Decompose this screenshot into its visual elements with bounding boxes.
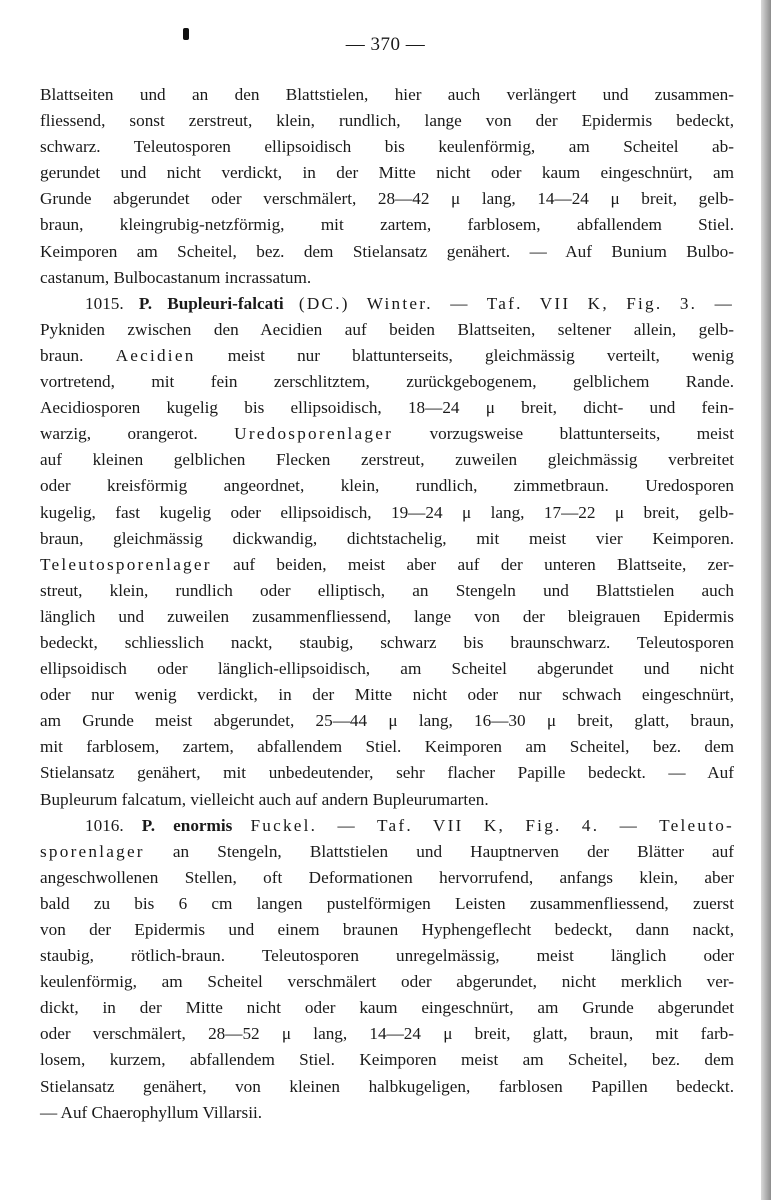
text-line: am Grunde meist abgerundet, 25—44 μ lang, 16—30 μ breit, glatt, braun, (40, 711, 734, 731)
text-line (40, 343, 734, 369)
text-line: braun, gleichmässig dickwandig, dichtstachelig, mit meist vier Keimporen. (40, 528, 734, 548)
entry-heading-1015 (40, 291, 734, 317)
page-body (40, 82, 734, 1126)
text-line: staubig, rötlich-braun. Teleutosporen unregelmässig, meist länglich oder (40, 946, 734, 966)
spaced-term: Aecidien (115, 345, 196, 365)
text-line: fliessend, sonst zerstreut, klein, rundlich, lange von der Epidermis bedeckt, (40, 111, 734, 131)
text-line: Stielansatz genähert, von kleinen halbkugeligen, farblosen Papillen bedeckt. (40, 1076, 734, 1096)
text-line: Keimporen am Scheitel, bez. dem Stielansatz genähert. — Auf Bunium Bulbo- (40, 241, 734, 261)
text-line: ellipsoidisch oder länglich-ellipsoidisch, am Scheitel abgerundet und nicht (40, 659, 734, 679)
text-line: Bupleurum falcatum, vielleicht auch auf andern Bupleurumarten. (40, 789, 489, 809)
text-line: Aecidiosporen kugelig bis ellipsoidisch, 18—24 μ breit, dicht- und fein- (40, 398, 734, 418)
spaced-term: Uredosporenlager (234, 424, 394, 444)
text-fragment: warzig, orangerot. (40, 424, 198, 444)
text-line: streut, klein, rundlich oder elliptisch, an Stengeln und Blattstielen auch (40, 580, 734, 600)
text-line: vortretend, mit fein zerschlitztem, zurückgebogenem, gelblichem Rande. (40, 372, 734, 392)
text-fragment: an Stengeln, Blattstielen und Hauptnerven der Blätter auf (172, 841, 734, 861)
text-line: mit farblosem, zartem, abfallendem Stiel. Keimporen am Scheitel, bez. dem (40, 737, 734, 757)
text-line: keulenförmig, am Scheitel verschmälert oder abgerundet, nicht merklich ver- (40, 972, 734, 992)
text-line: dickt, in der Mitte nicht oder kaum eingeschnürt, am Grunde abgerundet (40, 998, 734, 1018)
text-line (40, 552, 734, 578)
text-fragment: meist nur blattunterseits, gleichmässig verteilt, wenig (227, 345, 735, 365)
text-line: Stielansatz genähert, mit unbedeutender, sehr flacher Papille bedeckt. — Auf (40, 763, 734, 783)
text-line: Pykniden zwischen den Aecidien auf beiden Blattseiten, seltener allein, gelb- (40, 319, 734, 339)
text-line: schwarz. Teleutosporen ellipsoidisch bis keulenförmig, am Scheitel ab- (40, 137, 734, 157)
species-name: P. enormis (141, 815, 233, 835)
species-authority: Fuckel. — Taf. VII K, Fig. 4. — Teleuto- (250, 815, 735, 835)
text-line: von der Epidermis und einem braunen Hyphengeflecht bedeckt, dann nackt, (40, 920, 734, 939)
text-line: länglich und zuweilen zusammenfliessend, lange von der bleigrauen Epidermis (40, 606, 734, 626)
text-line: losem, kurzem, abfallendem Stiel. Keimporen meist am Scheitel, bez. dem (40, 1050, 734, 1070)
text-line: braun, kleingrubig-netzförmig, mit zartem, farblosem, abfallendem Stiel. (40, 215, 734, 235)
text-fragment: braun. (40, 345, 84, 365)
text-line (40, 839, 734, 865)
text-fragment: vorzugsweise blattunterseits, meist (429, 424, 735, 444)
text-fragment: auf beiden, meist aber auf der unteren Blattseite, zer- (233, 554, 735, 574)
page-number: — 370 — (345, 34, 426, 55)
text-line: — Auf Chaerophyllum Villarsii. (40, 1102, 263, 1122)
text-line: kugelig, fast kugelig oder ellipsoidisch, 19—24 μ lang, 17—22 μ breit, gelb- (40, 502, 734, 522)
text-line: castanum, Bulbocastanum incrassatum. (40, 267, 312, 287)
text-line: Grunde abgerundet oder verschmälert, 28—42 μ lang, 14—24 μ breit, gelb- (40, 189, 734, 209)
entry-number: 1015. (85, 293, 124, 313)
species-authority: (DC.) Winter. — Taf. VII K, Fig. 3. — (298, 293, 735, 313)
text-line: Blattseiten und an den Blattstielen, hier auch verlängert und zusammen- (40, 85, 734, 104)
spaced-term: sporenlager (40, 841, 145, 861)
text-line: bedeckt, schliesslich nackt, staubig, schwarz bis braunschwarz. Teleutosporen (40, 632, 734, 652)
text-line: auf kleinen gelblichen Flecken zerstreut, zuweilen gleichmässig verbreitet (40, 450, 734, 470)
species-name: P. Bupleuri-falcati (138, 293, 284, 313)
text-line: oder kreisförmig angeordnet, klein, rundlich, zimmetbraun. Uredosporen (40, 476, 734, 496)
text-line (40, 421, 734, 447)
entry-number: 1016. (85, 815, 124, 835)
text-line: angeschwollenen Stellen, oft Deformationen hervorrufend, anfangs klein, aber (40, 867, 734, 887)
spaced-term: Teleutosporenlager (40, 554, 212, 574)
text-line: oder verschmälert, 28—52 μ lang, 14—24 μ breit, glatt, braun, mit farb- (40, 1024, 734, 1044)
text-line: bald zu bis 6 cm langen pustelförmigen Leisten zusammenfliessend, zuerst (40, 893, 734, 913)
page-edge-shadow (761, 0, 771, 1200)
text-line: oder nur wenig verdickt, in der Mitte nicht oder nur schwach eingeschnürt, (40, 685, 734, 705)
entry-heading-1016 (40, 813, 734, 839)
text-line: gerundet und nicht verdickt, in der Mitte nicht oder kaum eingeschnürt, am (40, 163, 734, 183)
